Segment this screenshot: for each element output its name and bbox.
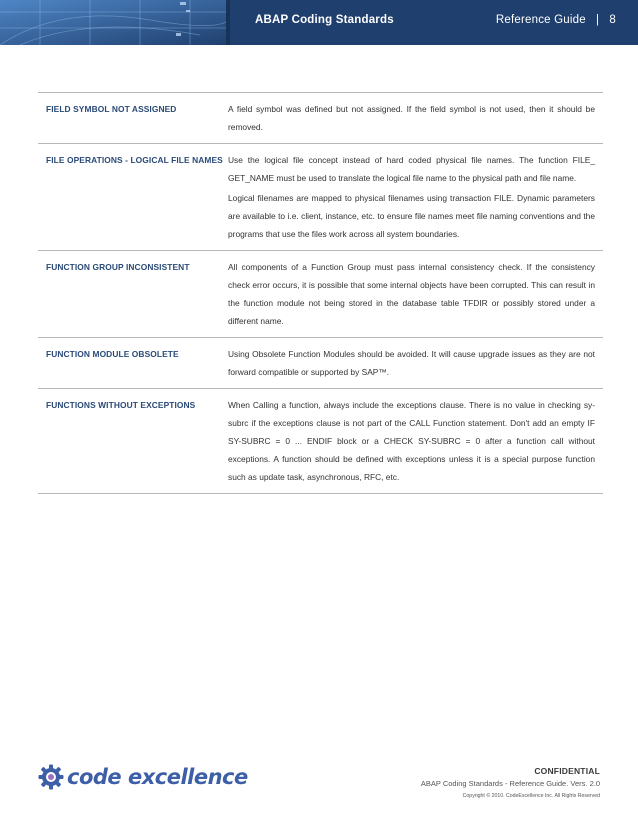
- description-paragraph: A field symbol was defined but not assigned. If the field symbol is not used, then it should be removed.: [228, 104, 595, 132]
- header-separator: |: [596, 14, 600, 26]
- row-term: FUNCTIONS WITHOUT EXCEPTIONS: [46, 400, 196, 410]
- document-title: ABAP Coding Standards: [255, 14, 394, 26]
- row-term: FILE OPERATIONS - LOGICAL FILE NAMES: [46, 155, 223, 165]
- description-paragraph: When Calling a function, always include the exceptions clause. There is no value in checking sy-subrc if the exceptions clause is not part of the CALL Function statement. Don't add an empty IF SY-SUBRC = 0 ... ENDIF block or a CHECK SY-SUBRC = 0 after a function call without exceptions. A function should be defined with exceptions unless it is a special purpose function such as update task, asynchronous, RFC, etc.: [228, 400, 595, 482]
- document-version: ABAP Coding Standards - Reference Guide. Vers. 2.0: [420, 779, 600, 788]
- page-footer: [421, 766, 600, 799]
- page-number: 8: [609, 14, 616, 26]
- row-description: [228, 100, 603, 138]
- description-paragraph: Logical filenames are mapped to physical filenames using transaction FILE. Dynamic parameters are available to i.e. client, instance, etc. to ensure file names meet file naming conventions and the programs that use the files work across all system boundaries.: [228, 193, 595, 239]
- copyright-notice: Copyright © 2010. CodeExcellence Inc. All Rights Reserved: [462, 793, 600, 799]
- confidential-label: CONFIDENTIAL: [534, 766, 600, 776]
- row-description: [228, 345, 603, 383]
- page-header: [0, 0, 638, 45]
- table-row: [38, 338, 603, 389]
- header-graphic: [0, 0, 230, 45]
- table-row: [38, 251, 603, 338]
- section-label: Reference Guide: [495, 14, 586, 26]
- table-row: [38, 389, 603, 494]
- company-logo: [38, 762, 248, 792]
- row-term: FUNCTION GROUP INCONSISTENT: [46, 262, 190, 272]
- gear-icon: [38, 764, 64, 790]
- description-paragraph: Use the logical file concept instead of hard coded physical file names. The function FILE_ GET_NAME must be used to translate the logical file name to the physical path and file name.: [228, 155, 595, 183]
- description-paragraph: All components of a Function Group must pass internal consistency check. If the consistency check error occurs, it is possible that some internal objects have been corrupted. This can result in the function module not being stored in the database table TFDIR or possibly stored under a different name.: [228, 262, 595, 326]
- logo-text: code excellence: [67, 765, 248, 789]
- row-description: [228, 258, 603, 332]
- description-paragraph: Using Obsolete Function Modules should be avoided. It will cause upgrade issues as they are not forward compatible or supported by SAP™.: [228, 349, 595, 377]
- row-term: FIELD SYMBOL NOT ASSIGNED: [46, 104, 177, 114]
- definitions-table: [38, 92, 603, 494]
- table-row: [38, 92, 603, 144]
- row-description: [228, 151, 603, 245]
- row-description: [228, 396, 603, 488]
- table-row: [38, 144, 603, 251]
- header-right: [496, 14, 616, 26]
- row-term: FUNCTION MODULE OBSOLETE: [46, 349, 179, 359]
